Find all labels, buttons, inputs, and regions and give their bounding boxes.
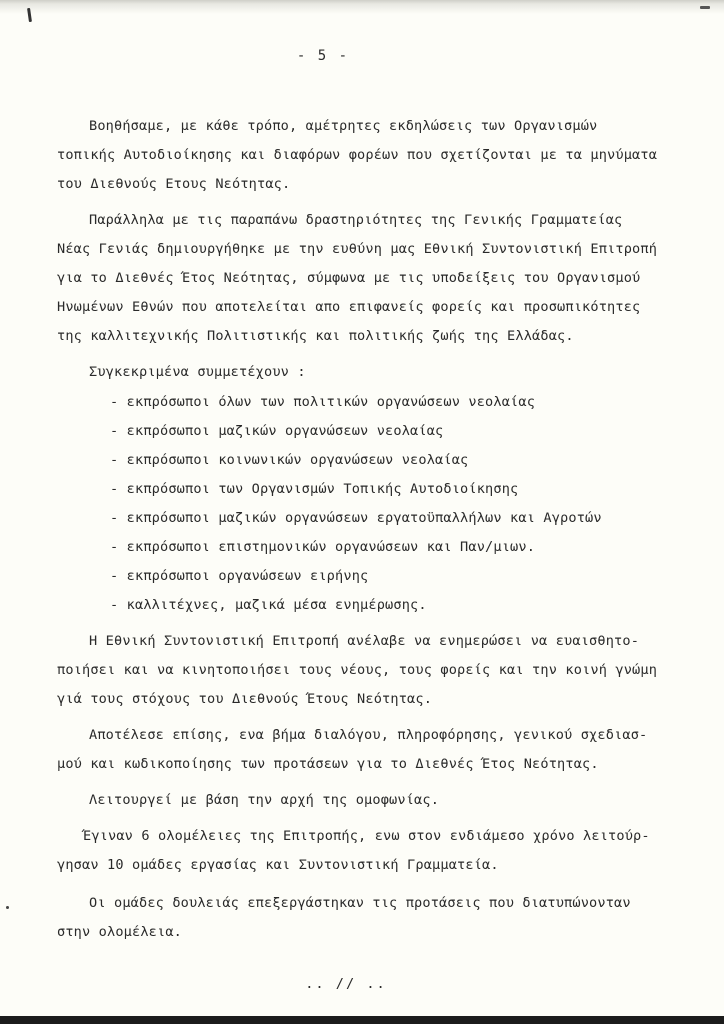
continuation-mark: .. // .. [305, 976, 387, 992]
text-line: Οι ομάδες δουλειάς επεξεργάστηκαν τις προτάσεις που διατυπώνονταν [89, 895, 631, 911]
list-item: - εκπρόσωποι επιστημονικών οργανώσεων και Παν/μιων. [110, 539, 536, 555]
text-line: της καλλιτεχνικής Πολιτιστικής και πολιτικής ζωής της Ελλάδας. [57, 328, 574, 344]
text-line: Παράλληλα με τις παραπάνω δραστηριότητες της Γενικής Γραμματείας [89, 212, 623, 228]
text-line: τοπικής Αυτοδιοίκησης και διαφόρων φορέων που σχετίζονται με τα μηνύματα [57, 147, 658, 163]
text-line: Νέας Γενιάς δημιουργήθηκε με την ευθύνη μας Εθνική Συντονιστική Επιτροπή [57, 241, 658, 257]
text-line: ποιήσει και να κινητοποιήσει τους νέους, τους φορείς και την κοινή γνώμη [57, 662, 658, 678]
scan-speck [700, 6, 710, 9]
text-line: Συγκεκριμένα συμμετέχουν : [89, 364, 306, 380]
list-item: - εκπρόσωποι μαζικών οργανώσεων νεολαίας [110, 423, 444, 439]
scan-top-edge [0, 0, 724, 14]
list-item: - εκπρόσωποι των Οργανισμών Τοπικής Αυτοδιοίκησης [110, 481, 519, 497]
list-item: - εκπρόσωποι κοινωνικών οργανώσεων νεολαίας [110, 452, 469, 468]
list-item: - εκπρόσωποι οργανώσεων ειρήνης [110, 568, 369, 584]
scan-bottom-edge [0, 1016, 724, 1024]
text-line: Η Εθνική Συντονιστική Επιτροπή ανέλαβε να ενημερώσει να ευαισθητο- [89, 633, 640, 649]
scan-speck [6, 906, 9, 909]
text-line: για το Διεθνές Έτος Νεότητας, σύμφωνα με τις υποδείξεις του Οργανισμού [57, 270, 641, 286]
page-number: - 5 - [296, 48, 350, 64]
text-line: γησαν 10 ομάδες εργασίας και Συντονιστική Γραμματεία. [57, 857, 499, 873]
text-line: στην ολομέλεια. [57, 924, 183, 940]
text-line: γιά τους στόχους του Διεθνούς Έτους Νεότητας. [57, 691, 433, 707]
text-line: μού και κωδικοποίησης των προτάσεων για το Διεθνές Έτος Νεότητας. [57, 756, 599, 772]
text-line: Αποτέλεσε επίσης, ενα βήμα διαλόγου, πληροφόρησης, γενικού σχεδιασ- [89, 727, 648, 743]
text-line: Λειτουργεί με βάση την αρχή της ομοφωνίας. [89, 792, 440, 808]
text-line: του Διεθνούς Ετους Νεότητας. [57, 176, 291, 192]
list-item: - εκπρόσωποι μαζικών οργανώσεων εργατοϋπαλλήλων και Αγροτών [110, 510, 602, 526]
text-line: Βοηθήσαμε, με κάθε τρόπο, αμέτρητες εκδηλώσεις των Οργανισμών [89, 118, 598, 134]
list-item: - καλλιτέχνες, μαζικά μέσα ενημέρωσης. [110, 597, 427, 613]
list-item: - εκπρόσωποι όλων των πολιτικών οργανώσεων νεολαίας [110, 394, 536, 410]
text-line: Ηνωμένων Εθνών που αποτελείται απο επιφανείς φορείς και προσωπικότητες [57, 299, 641, 315]
text-line: Έγιναν 6 ολομέλειες της Επιτροπής, ενω στον ενδιάμεσο χρόνο λειτούρ- [83, 828, 650, 844]
